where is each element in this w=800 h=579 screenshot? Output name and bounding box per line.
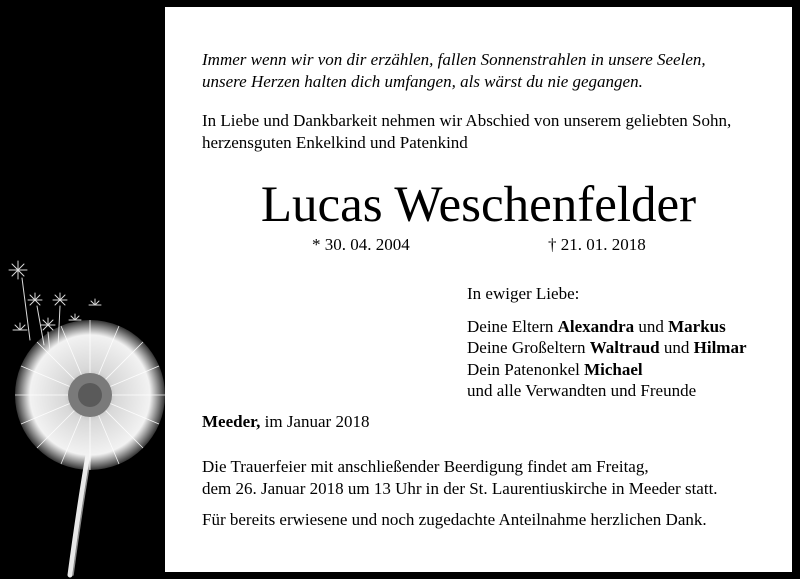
memorial-quote: Immer wenn wir von dir erzählen, fallen Sonnenstrahlen in unsere Seelen, unsere Herzen halten dich umfangen, als wärst du nie gegangen. <box>202 50 706 91</box>
obituary-card <box>165 7 792 572</box>
thanks-note: Für bereits erwiesene und noch zugedachte Anteilnahme herzlichen Dank. <box>202 510 707 529</box>
parents-line: Deine Eltern Alexandra und Markus <box>467 316 726 336</box>
place-date: Meeder, im Januar 2018 <box>202 412 370 431</box>
mourners-heading: In ewiger Liebe: <box>467 284 580 303</box>
birth-date: * 30. 04. 2004 <box>312 235 410 254</box>
deceased-name: Lucas Weschenfelder <box>260 177 697 233</box>
dandelion-image <box>0 0 165 579</box>
godparent-line: Dein Patenonkel Michael <box>467 359 643 379</box>
farewell-intro: In Liebe und Dankbarkeit nehmen wir Abschied von unserem geliebten Sohn, herzensguten Enkelkind und Patenkind <box>202 111 732 152</box>
mourners-list <box>467 283 747 402</box>
grandparents-line: Deine Großeltern Waltraud und Hilmar <box>467 338 747 357</box>
funeral-service-info: Die Trauerfeier mit anschließender Beerdigung findet am Freitag, dem 26. Januar 2018 um 13 Uhr in der St. Laurentiuskirche in Meeder statt. <box>202 457 718 498</box>
relatives-line: und alle Verwandten und Freunde <box>467 381 697 400</box>
death-date: † 21. 01. 2018 <box>548 235 646 254</box>
